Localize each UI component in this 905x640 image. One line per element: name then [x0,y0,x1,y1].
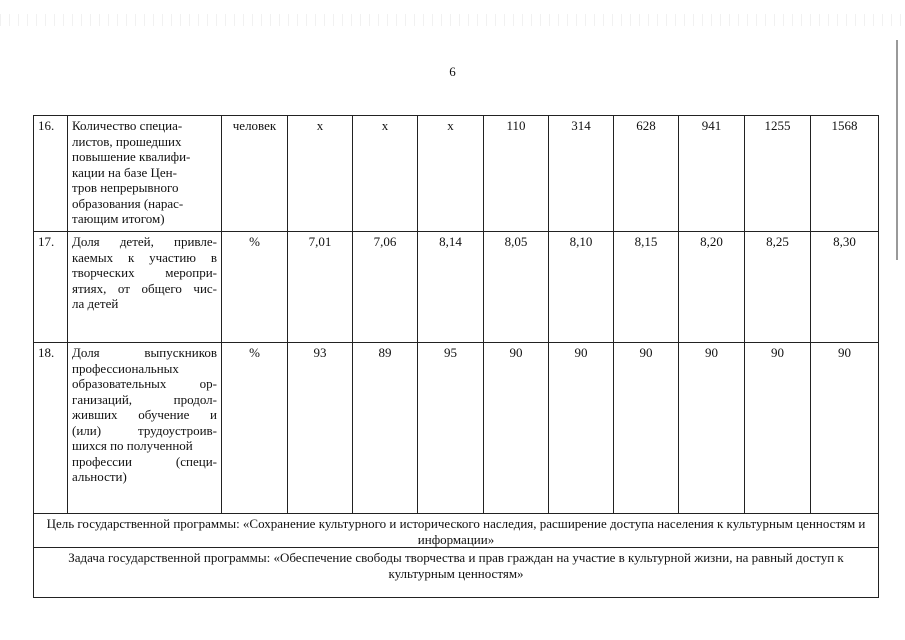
indicator-line: тров непрерывного [72,180,179,195]
value-cell: 8,20 [679,232,745,343]
indicator-line: (или) трудоустроив- [72,422,217,438]
indicator-line: ла детей [72,296,119,311]
value-cell: 90 [679,343,745,514]
indicator-line: повышение квалифи- [72,149,191,164]
value-cell: 7,06 [353,232,418,343]
program-goal: Цель государственной программы: «Сохранение культурного и исторического наследия, расширение доступа населения к культурным ценностям и информации» [34,514,879,548]
indicator-line: профессии (специ- [72,453,217,469]
indicator-line: шихся по полученной [72,438,193,453]
value-cell: 8,15 [614,232,679,343]
indicators-table [33,115,879,598]
indicator-line: образовательных ор- [72,376,217,391]
value-cell: 89 [353,343,418,514]
scan-artifact-top [0,14,905,26]
value-cell: 8,05 [484,232,549,343]
indicator-line: тающим итогом) [72,211,165,226]
value-cell: 1568 [811,116,879,232]
value-cell: 90 [614,343,679,514]
value-cell: 314 [549,116,614,232]
indicator-line: ятиях, от общего чис- [72,280,217,296]
indicator-line: Количество специа- [72,118,183,133]
indicator-line: профессиональных [72,360,179,376]
table-row [34,343,879,514]
indicator-line: образования (нарас- [72,195,184,211]
value-cell: 941 [679,116,745,232]
row-number: 16. [34,116,68,232]
row-number: 17. [34,232,68,343]
value-cell: 8,14 [418,232,484,343]
value-cell: 110 [484,116,549,232]
value-cell: 1255 [745,116,811,232]
unit-cell: % [222,232,288,343]
row-number: 18. [34,343,68,514]
value-cell: 7,01 [288,232,353,343]
value-cell: 8,30 [811,232,879,343]
table-row [34,232,879,343]
unit-cell: человек [222,116,288,232]
page-number: 6 [449,64,456,79]
program-task: Задача государственной программы: «Обеспечение свободы творчества и прав граждан на участие в культурной жизни, на равный доступ к культурным ценностям» [34,548,879,598]
value-cell: 8,10 [549,232,614,343]
value-cell: х [288,116,353,232]
value-cell: 90 [811,343,879,514]
value-cell: 93 [288,343,353,514]
value-cell: х [353,116,418,232]
value-cell: 95 [418,343,484,514]
indicator-line: Доля детей, привле- [72,234,217,249]
indicator-line: творческих меропри- [72,265,217,280]
indicator-line: Доля выпускников [72,345,217,360]
value-cell: 90 [549,343,614,514]
indicator-line: альности) [72,469,127,484]
indicator-line: листов, прошедших [72,133,182,149]
indicator-line: каемых к участию в [72,249,217,265]
table-row [34,116,879,232]
indicator-line: ганизаций, продол- [72,391,217,407]
value-cell: 8,25 [745,232,811,343]
indicator-name [68,116,222,232]
value-cell: 628 [614,116,679,232]
indicator-name [68,232,222,343]
indicator-line: живших обучение и [72,407,217,422]
indicator-name [68,343,222,514]
indicator-line: кации на базе Цен- [72,164,177,180]
unit-cell: % [222,343,288,514]
value-cell: 90 [745,343,811,514]
task-row [34,548,879,598]
value-cell: х [418,116,484,232]
goal-row [34,514,879,548]
value-cell: 90 [484,343,549,514]
